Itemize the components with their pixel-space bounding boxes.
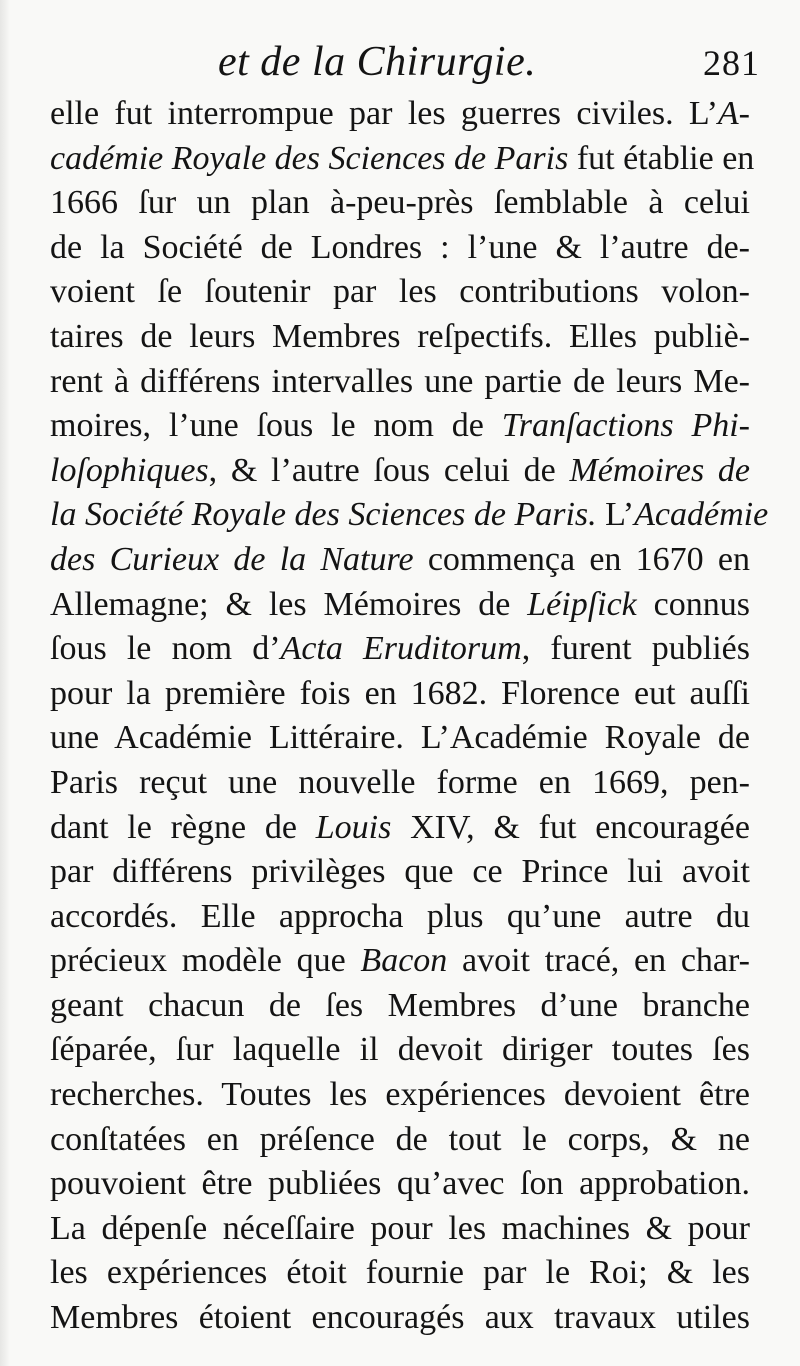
text-segment: ſéparée, ſur laquelle il devoit diriger toutes ſes <box>50 1031 750 1069</box>
text-line <box>50 360 750 405</box>
text-segment: conſtatées en préſence de tout le corps, & ne <box>50 1120 750 1158</box>
text-segment: pour la première fois en 1682. Florence eut auſſi <box>50 674 750 712</box>
text-line <box>50 538 750 583</box>
text-line <box>50 137 755 182</box>
text-line <box>50 493 769 538</box>
text-line <box>50 1073 750 1118</box>
italic-text: A- <box>717 95 750 132</box>
text-segment: les expériences étoit fournie par le Roi; & les <box>50 1254 750 1292</box>
text-line <box>50 181 750 226</box>
text-line <box>50 984 750 1029</box>
text-line <box>50 1118 750 1163</box>
italic-text: la Société Royale des Sciences de Paris. <box>50 496 597 534</box>
text-segment: connus <box>636 585 750 623</box>
text-segment: La dépenſe néceſſaire pour les machines & pour <box>50 1209 750 1247</box>
text-line <box>50 806 750 851</box>
text-segment: précieux modèle que <box>50 942 361 980</box>
text-line <box>50 627 750 672</box>
italic-text: Louis <box>315 808 392 846</box>
text-line <box>50 895 750 940</box>
text-segment: accordés. Elle approcha plus qu’une autre du <box>50 897 750 935</box>
text-segment: elle fut interrompue par les guerres civiles. L’ <box>50 95 718 132</box>
text-line <box>50 583 750 628</box>
text-segment: une Académie Littéraire. L’Académie Royale de <box>50 719 750 757</box>
text-line <box>50 939 750 984</box>
text-line <box>50 1028 750 1073</box>
text-line <box>50 270 750 315</box>
body-text <box>50 92 769 1341</box>
text-line <box>50 1162 750 1207</box>
text-line <box>50 404 750 449</box>
text-segment: dant le règne de <box>50 808 316 846</box>
page-edge <box>0 0 10 1366</box>
text-segment: XIV, & fut encouragée <box>391 808 750 846</box>
text-segment: pouvoient être publiées qu’avec ſon approbation. <box>50 1165 750 1203</box>
text-segment: rent à différens intervalles une partie de leurs Me- <box>50 362 750 400</box>
text-line <box>50 716 750 761</box>
italic-text: Mémoires de <box>569 451 750 489</box>
text-segment: commença en 1670 en <box>413 540 750 578</box>
running-head: et de la Chirurgie. <box>218 39 537 85</box>
italic-text: Acta Eruditorum <box>280 630 522 668</box>
text-line <box>50 850 750 895</box>
italic-text: Académie <box>634 496 769 534</box>
text-segment: par différens privilèges que ce Prince lui avoit <box>50 853 750 891</box>
text-line <box>50 1207 750 1252</box>
text-line <box>50 1296 750 1341</box>
text-segment: fut établie en <box>568 139 755 177</box>
text-line <box>50 315 750 360</box>
italic-text: cadémie Royale des Sciences de Paris <box>50 139 569 177</box>
text-segment: Membres étoient encouragés aux travaux utiles <box>50 1299 750 1337</box>
italic-text: Léipſick <box>527 585 637 623</box>
text-segment: taires de leurs Membres reſpectifs. Elles publiè- <box>50 317 750 355</box>
text-line <box>50 761 750 806</box>
text-segment: avoit tracé, en char- <box>447 942 750 980</box>
text-segment: , & l’autre ſous celui de <box>208 451 570 489</box>
text-line <box>50 449 750 494</box>
text-segment: geant chacun de ſes Membres d’une branche <box>50 986 750 1024</box>
text-segment: L’ <box>596 496 635 534</box>
text-segment: ſous le nom d’ <box>50 630 281 668</box>
text-segment: de la Société de Londres : l’une & l’autre de- <box>50 228 750 266</box>
text-line <box>50 672 750 717</box>
text-segment: voient ſe ſoutenir par les contributions volon- <box>50 273 750 311</box>
text-segment: Paris reçut une nouvelle forme en 1669, pen- <box>50 763 750 801</box>
italic-text: Bacon <box>360 942 448 980</box>
text-line <box>50 226 750 271</box>
text-segment: 1666 ſur un plan à-peu-près ſemblable à celui <box>50 184 750 222</box>
italic-text: Tranſactions Phi- <box>501 407 750 445</box>
text-line <box>50 92 750 137</box>
text-segment: recherches. Toutes les expériences devoient être <box>50 1076 750 1114</box>
text-segment: Allemagne; & les Mémoires de <box>50 585 528 623</box>
text-segment: moires, l’une ſous le nom de <box>50 407 502 445</box>
text-segment: , furent publiés <box>521 630 750 668</box>
italic-text: des Curieux de la Nature <box>50 540 414 578</box>
page-number: 281 <box>703 43 760 83</box>
italic-text: loſophiques <box>50 451 209 489</box>
text-line <box>50 1251 750 1296</box>
page-header <box>50 34 760 94</box>
